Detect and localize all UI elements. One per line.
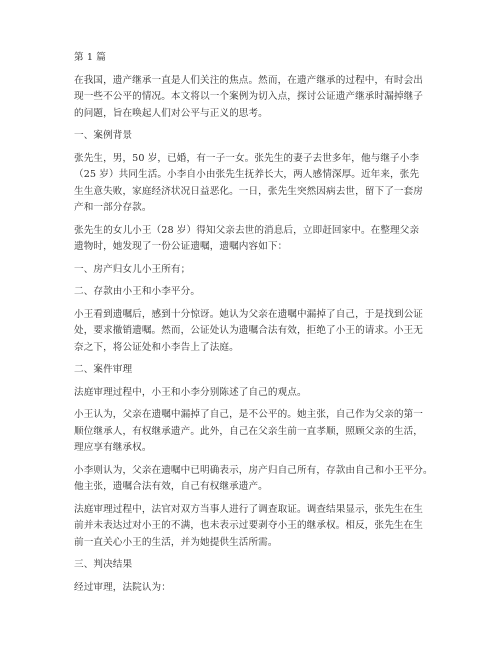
section-heading-verdict: 三、判决结果 [74,559,133,570]
xiaowang-argument-paragraph: 小王认为，父亲在遗嘱中漏掉了自己，是不公平的。她主张，自己作为父亲的第一 顺位继承人，有权继承遗产。此外，自己在父亲生前一直孝顺，照顾父亲的生活， 理应享有继承权。 [74,409,423,453]
section-heading-trial: 二、案件审理 [74,364,133,375]
reaction-paragraph: 小王看到遗嘱后，感到十分惊讶。她认为父亲在遗嘱中漏掉了自己，于是找到公证 处，要求撤销遗嘱。然而，公证处认为遗嘱合法有效，拒绝了小王的请求。小王无 奈之下，将公证处和小李告上了法庭。 [74,308,423,353]
will-item-two: 二、存款由小王和小李平分。 [74,286,201,297]
daughter-paragraph: 张先生的女儿小王（28 岁）得知父亲去世的消息后，立即赶回家中。在整理父亲 遗物时，她发现了一份公证遗嘱，遗嘱内容如下： [74,224,420,252]
investigation-paragraph: 法庭审理过程中，法官对双方当事人进行了调查取证。调查结果显示，张先生在生 前并未表达过对小王的不满，也未表示过要剥夺小王的继承权。相反，张先生在生 前一直关心小王的生活，并为她提供生活所需。 [74,503,423,548]
verdict-intro-paragraph: 经过审理，法院认为： [74,581,171,593]
trial-intro-paragraph: 法庭审理过程中，小王和小李分别陈述了自己的观点。 [74,386,307,398]
page-number-heading: 第 1 篇 [74,52,106,63]
will-item-one: 一、房产归女儿小王所有； [74,263,191,275]
document-body [74,50,439,602]
section-heading-background: 一、案例背景 [74,130,133,141]
intro-paragraph: 在我国，遗产继承一直是人们关注的焦点。然而，在遗产继承的过程中，有时会出 现一些不公平的情况。本文将以一个案例为切入点，探讨公证遗产继承时漏掉继子 的问题，旨在唤起人们对公平与正义的思考。 [74,74,423,119]
xiaoli-argument-paragraph: 小李则认为，父亲在遗嘱中已明确表示，房产归自己所有，存款由自己和小王平分。 他主张，遗嘱合法有效，自己有权继承遗产。 [74,464,433,492]
background-paragraph: 张先生，男，50 岁，已婚，有一子一女。张先生的妻子去世多年，他与继子小李 （25 岁）共同生活。小李自小由张先生抚养长大，两人感情深厚。近年来，张先 生生意失败，家庭经济状况日益恶化。一日，张先生突然因病去世，留下了一套房 产和一部分存款。 [74,152,423,213]
